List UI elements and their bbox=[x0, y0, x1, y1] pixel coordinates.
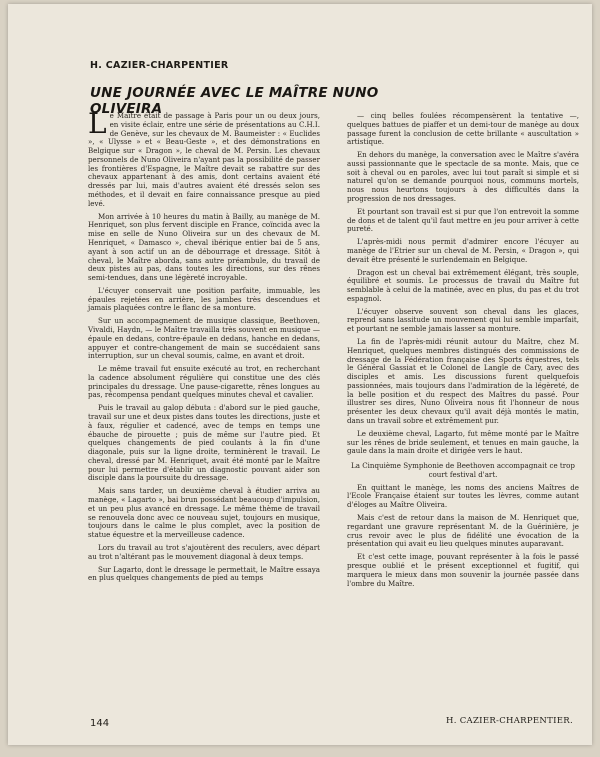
paragraph: En quittant le manège, les noms des anciens Maîtres de l'Ecole Française étaient sur toutes les lèvres, comme autant d'éloges au Maître Oliveira. bbox=[347, 482, 579, 510]
running-head: H. CAZIER-CHARPENTIER bbox=[90, 60, 229, 71]
paragraph: Mais c'est de retour dans la maison de M. Henriquet que, regardant une gravure représentant M. de la Guérinière, je crus revoir avec le plus de fidélité une évocation de la présentation qui avait eu lieu quelques minutes auparavant. bbox=[347, 513, 579, 549]
paragraph: Le même travail fut ensuite exécuté au trot, en recherchant la cadence absolument régulière qui constitue une des clés principales du dressage. Une pause-cigarette, rênes longues au pas, récompensa pendant quelques minutes cheval et cavalier. bbox=[88, 364, 320, 400]
paragraph: La Cinquième Symphonie de Beethoven accompagnait ce trop court festival d'art. bbox=[351, 461, 575, 479]
paragraph: Puis le travail au galop débuta : d'abord sur le pied gauche, travail sur une et deux pistes dans toutes les directions, juste et à faux, régulier et cadencé, avec de temps en temps une ébauche de pirouette ; puis de même sur l'autre pied. Et quelques changements de pied coulants à la fin d'une diagonale, puis sur la ligne droite, terminèrent le travail. Le cheval, dressé par M. Henriquet, avait été monté par le Maître pour lui permettre d'établir un diagnostic pouvant aider son disciple dans la poursuite du dressage. bbox=[88, 403, 320, 483]
author-signature: H. CAZIER-CHARPENTIER. bbox=[446, 716, 573, 726]
article-title: UNE JOURNÉE AVEC LE MAÎTRE NUNO OLIVEIRA bbox=[90, 85, 379, 117]
drop-cap: L bbox=[88, 107, 107, 140]
paragraph: Sur Lagarto, dont le dressage le permettait, le Maître essaya en plus quelques changements de pied au temps bbox=[88, 564, 320, 583]
paragraph: Mais sans tarder, un deuxième cheval à étudier arriva au manège, « Lagarto », bai brun possédant beaucoup d'impulsion, et un peu plus avancé en dressage. Le même thème de travail se renouvela donc avec ce nouveau sujet, toujours en musique, toujours dans le calme le plus complet, avec la position de statue équestre et la merveilleuse cadence. bbox=[88, 486, 320, 540]
paragraph: Sur un accompagnement de musique classique, Beethoven, Vivaldi, Haydn, — le Maître travailla très souvent en musique — épaule en dedans, contre-épaule en dedans, hanche en dedans, appuyer et contre-changement de main se succédaient sans interruption, sur un cheval soumis, calme, en avant et droit. bbox=[88, 316, 320, 361]
paragraph: L'écuyer conservait une position parfaite, immuable, les épaules rejetées en arrière, les jambes très descendues et jamais plaquées contre le flanc de sa monture. bbox=[88, 285, 320, 313]
paragraph: Et pourtant son travail est si pur que l'on entrevoit la somme de dons et de talent qu'il faut mettre en jeu pour arriver à cette pureté. bbox=[347, 206, 579, 234]
paragraph: Et c'est cette image, pouvant représenter à la fois le passé presque oublié et le présent exceptionnel et fugitif, qui marquera le mieux dans mon souvenir la journée passée dans l'ombre du Maître. bbox=[347, 552, 579, 588]
paragraph: L'écuyer observe souvent son cheval dans les glaces, reprend sans lassitude un mouvement qui lui semble imparfait, et pourtant ne semble jamais lasser sa monture. bbox=[347, 306, 579, 334]
paragraph: En dehors du manège, la conversation avec le Maître s'avéra aussi passionnante que le spectacle de sa monte. Mais, que ce soit à cheval ou en paroles, avec lui tout paraît si simple et si naturel qu'on se demande pourquoi nous, communs mortels, nous nous heurtons toujours à des difficultés dans la progression de nos dressages. bbox=[347, 150, 579, 204]
paragraph-text: e Maître était de passage à Paris pour un ou deux jours, en visite éclair, entre une série de présentations au C.H.I. de Genève, sur les chevaux de M. Baumeister : « Euclides », « Ulysse » et « Beau-Geste », et des démonstrations en Belgique sur « Dragon », le cheval de M. Persin. Les chevaux personnels de Nuno Oliveira n'ayant pas la possibilité de passer les frontières d'Espagne, le Maître devait se rabattre sur des chevaux appartenant à des amis, dont certains avaient été dressés par lui, mais d'autres avaient été dressés selon ses méthodes, et il devait en faire connaissance presque au pied levé. bbox=[88, 111, 320, 208]
right-column bbox=[347, 112, 579, 592]
paragraph: Lors du travail au trot s'ajoutèrent des reculers, avec départ au trot n'altérant pas le mouvement diagonal à deux temps. bbox=[88, 542, 320, 561]
paragraph: — cinq belles foulées récompensèrent la tentative —, quelques battues de piaffer et un demi-tour de manège au doux passage furent la conclusion de cette brillante « auscultation » artistique. bbox=[347, 111, 579, 147]
paragraph: Dragon est un cheval bai extrêmement élégant, très souple, équilibré et soumis. Le processus de travail du Maître fut semblable à celui de la matinée, avec en plus, du pas et du trot espagnol. bbox=[347, 267, 579, 303]
paragraph: L'après-midi nous permit d'admirer encore l'écuyer au manège de l'Etrier sur un cheval de M. Persin, « Dragon », qui devait être présenté le surlendemain en Belgique. bbox=[347, 237, 579, 264]
paragraph bbox=[88, 107, 320, 209]
left-column bbox=[88, 107, 320, 587]
magazine-page bbox=[8, 4, 592, 745]
page-number: 144 bbox=[90, 718, 110, 729]
paragraph: La fin de l'après-midi réunit autour du Maître, chez M. Henriquet, quelques membres distingués des commissions de dressage de la Fédération française des Sports équestres, tels le Général Gassiat et le Colonel de Langle de Cary, avec des disciples et amis. Les discussions furent quelquefois passionnées, mais toujours dans l'admiration de la légèreté, de la belle position et du respect des Maîtres du passé. Pour illustrer ses dires, Nuno Oliveira nous fit l'honneur de nous présenter les deux chevaux qu'il avait déjà montés le matin, dans un travail sobre et extrêmement pur. bbox=[347, 336, 579, 425]
paragraph: Mon arrivée à 10 heures du matin à Bailly, au manège de M. Henriquet, son plus fervent disciple en France, coïncida avec la mise en selle de Nuno Oliveira sur un des chevaux de M. Henriquet, « Damasco », cheval ibérique entier bai de 5 ans, ayant à son actif un an de débourrage et dressage. Sitôt à cheval, le Maître aborda, sans autre préambule, du travail de deux pistes au pas, dans toutes les directions, sur des rênes semi-tendues, dans une légèreté incroyable. bbox=[88, 211, 320, 283]
paragraph: Le deuxième cheval, Lagarto, fut même monté par le Maître sur les rênes de bride seulement, et tenues en main gauche, la gaule dans la main droite et dirigée vers le haut. bbox=[347, 428, 579, 456]
